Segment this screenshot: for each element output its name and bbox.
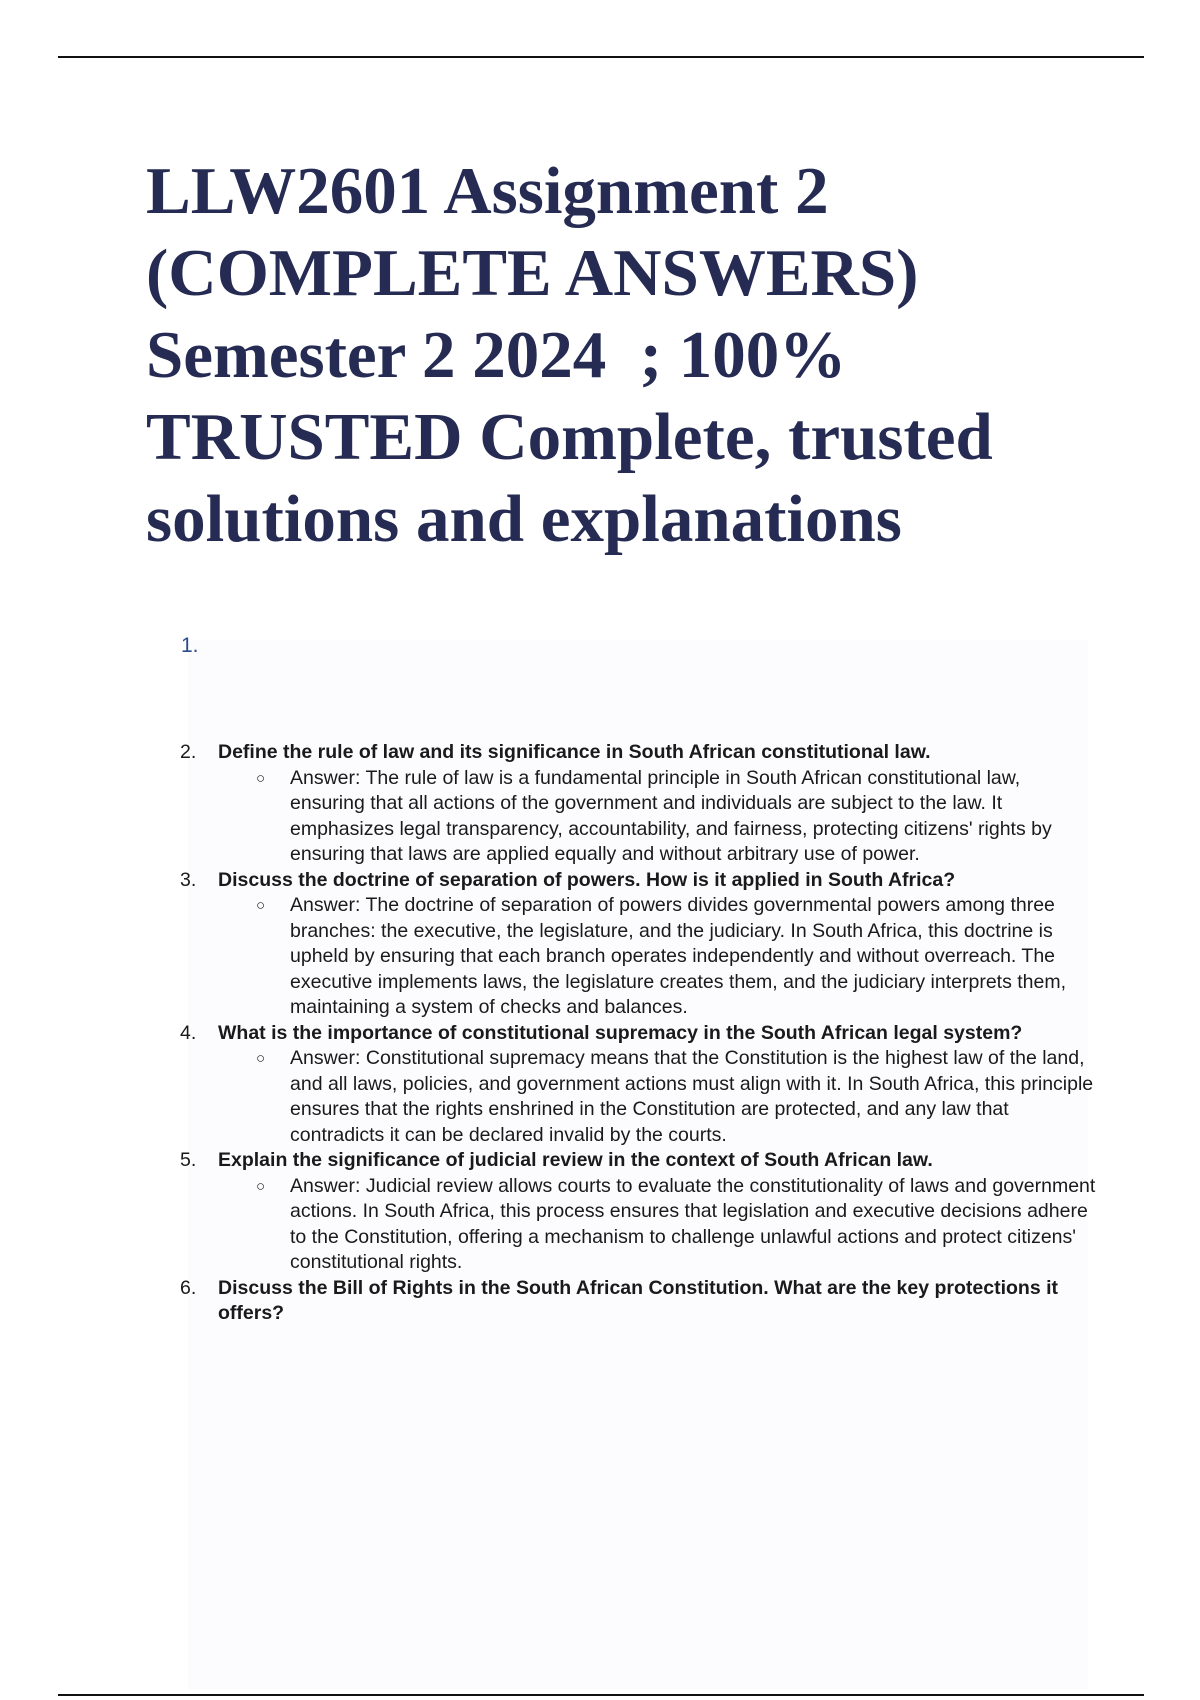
question-item [180, 1148, 1100, 1276]
question-item [180, 1021, 1100, 1149]
hollow-bullet-icon: ○ [256, 1050, 266, 1067]
title-line: solutions and explanations [146, 482, 902, 556]
hollow-bullet-icon: ○ [256, 769, 266, 787]
answer-row [218, 766, 1100, 868]
question-list [180, 740, 1100, 1327]
title-line: (COMPLETE ANSWERS) [146, 236, 919, 310]
title-line: LLW2601 Assignment 2 [146, 154, 829, 228]
answer-row [218, 1046, 1100, 1148]
document-title [146, 150, 1146, 560]
title-line: Semester 2 2024 ; 100% [146, 318, 847, 392]
question-item [180, 1276, 1100, 1327]
question-text: Discuss the Bill of Rights in the South African Constitution. What are the key protections it offers? [218, 1276, 1059, 1324]
answer-text: Answer: The doctrine of separation of powers divides governmental powers among three branches: the executive, the legislature, and the judiciary. In South Africa, this doctrine is upheld by ensuring that each branch operates independently and without overreach. The executive implements laws, the legislature creates them, and the judiciary interprets them, maintaining a system of checks and balances. [290, 894, 1067, 1018]
answer-text: Answer: Constitutional supremacy means that the Constitution is the highest law of the land, and all laws, policies, and government actions must align with it. In South Africa, this principle ensures that the rights enshrined in the Constitution are protected, and any law that contradicts it can be declared invalid by the courts. [290, 1047, 1094, 1146]
answer-row [218, 1174, 1100, 1276]
question-number: 6. [180, 1276, 197, 1299]
question-text: Define the rule of law and its significance in South African constitutional law. [218, 741, 931, 763]
answer-row [218, 893, 1100, 1021]
top-rule [58, 56, 1144, 58]
question-item [180, 868, 1100, 1021]
question-number: 3. [180, 868, 197, 891]
question-text: Discuss the doctrine of separation of powers. How is it applied in South Africa? [218, 868, 956, 891]
hollow-bullet-icon: ○ [256, 897, 266, 914]
question-number: 2. [180, 741, 197, 763]
question-text: What is the importance of constitutional supremacy in the South African legal system? [218, 1021, 1023, 1044]
question-item [180, 740, 1100, 868]
answer-text: Answer: Judicial review allows courts to evaluate the constitutionality of laws and government actions. In South Africa, this process ensures that legislation and executive decisions adhere to the Constitution, offering a mechanism to challenge unlawful actions and protect citizens' constitutional rights. [290, 1174, 1096, 1273]
answer-text: Answer: The rule of law is a fundamental principle in South African constitutional law, ensuring that all actions of the government and individuals are subject to the law. It emphasizes legal transparency, accountability, and fairness, protecting citizens' rights by ensuring that laws are applied equally and without arbitrary use of power. [290, 766, 1052, 865]
bottom-rule [58, 1694, 1144, 1696]
hollow-bullet-icon: ○ [256, 1177, 266, 1195]
question-number: 5. [180, 1149, 197, 1171]
title-line: TRUSTED Complete, trusted [146, 400, 993, 474]
empty-list-item-number: 1. [181, 634, 199, 657]
question-text: Explain the significance of judicial review in the context of South African law. [218, 1149, 933, 1171]
question-number: 4. [180, 1021, 197, 1044]
